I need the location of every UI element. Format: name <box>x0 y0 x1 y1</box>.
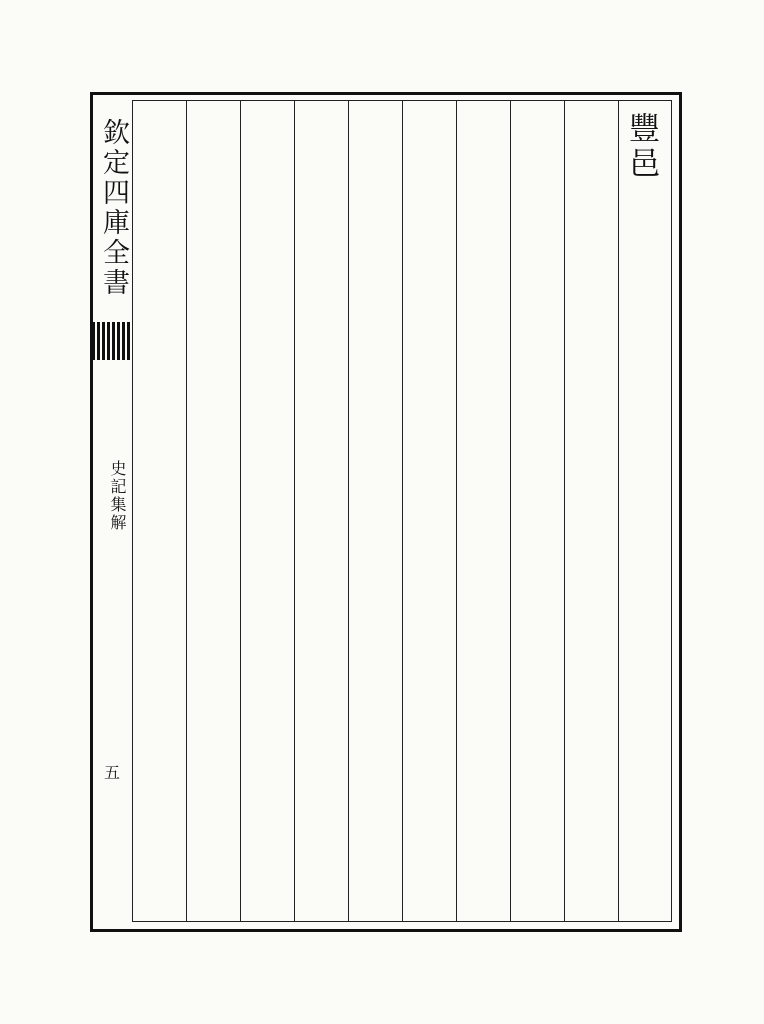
column-rule <box>402 100 403 922</box>
column-rule <box>294 100 295 922</box>
column-rule <box>186 100 187 922</box>
column-rule <box>456 100 457 922</box>
page-number: 五 <box>104 763 121 782</box>
column-rule <box>240 100 241 922</box>
fish-tail-mark <box>92 322 130 360</box>
column-rule <box>510 100 511 922</box>
gutter-title: 欽定四庫全書 <box>98 118 129 298</box>
text-excerpt: 豐邑 <box>623 112 659 182</box>
column-rule <box>618 100 619 922</box>
column-rule <box>348 100 349 922</box>
column-rule <box>564 100 565 922</box>
gutter-subtitle: 史記集解 <box>108 460 127 532</box>
